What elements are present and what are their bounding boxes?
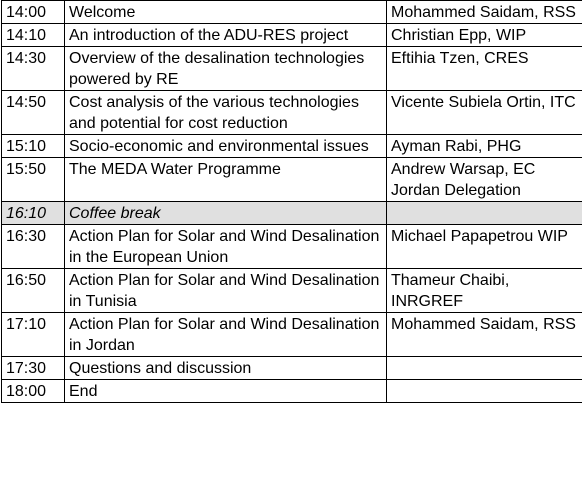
table-row — [2, 24, 582, 47]
agenda-table — [1, 0, 582, 403]
coffee-break-row — [2, 202, 582, 225]
time-cell: 14:10 — [2, 24, 65, 47]
speaker-cell: Christian Epp, WIP — [387, 24, 582, 47]
speaker-cell: Thameur Chaibi, INRGREF — [387, 269, 582, 313]
time-cell: 15:50 — [2, 158, 65, 202]
time-cell: 17:30 — [2, 357, 65, 380]
time-cell: 16:50 — [2, 269, 65, 313]
speaker-cell — [387, 357, 582, 380]
table-row — [2, 135, 582, 158]
time-cell: 16:30 — [2, 225, 65, 269]
session-title-cell: Action Plan for Solar and Wind Desalination in Tunisia — [65, 269, 387, 313]
session-title-cell: Socio-economic and environmental issues — [65, 135, 387, 158]
time-cell: 14:30 — [2, 47, 65, 91]
session-title-cell: Action Plan for Solar and Wind Desalination in Jordan — [65, 313, 387, 357]
session-title-cell: Cost analysis of the various technologies and potential for cost reduction — [65, 91, 387, 135]
speaker-cell — [387, 202, 582, 225]
session-title-cell: Welcome — [65, 1, 387, 24]
table-row — [2, 158, 582, 202]
time-cell: 16:10 — [2, 202, 65, 225]
session-title-cell: Coffee break — [65, 202, 387, 225]
table-row — [2, 91, 582, 135]
session-title-cell: End — [65, 380, 387, 403]
table-row — [2, 380, 582, 403]
speaker-cell: Vicente Subiela Ortin, ITC — [387, 91, 582, 135]
session-title-cell: Questions and discussion — [65, 357, 387, 380]
table-row — [2, 313, 582, 357]
speaker-cell: Mohammed Saidam, RSS — [387, 1, 582, 24]
time-cell: 18:00 — [2, 380, 65, 403]
time-cell: 15:10 — [2, 135, 65, 158]
speaker-cell: Andrew Warsap, EC Jordan Delegation — [387, 158, 582, 202]
time-cell: 14:00 — [2, 1, 65, 24]
session-title-cell: Action Plan for Solar and Wind Desalination in the European Union — [65, 225, 387, 269]
table-row — [2, 47, 582, 91]
session-title-cell: Overview of the desalination technologies powered by RE — [65, 47, 387, 91]
time-cell: 14:50 — [2, 91, 65, 135]
session-title-cell: An introduction of the ADU-RES project — [65, 24, 387, 47]
session-title-cell: The MEDA Water Programme — [65, 158, 387, 202]
table-row — [2, 225, 582, 269]
speaker-cell: Mohammed Saidam, RSS — [387, 313, 582, 357]
table-row — [2, 357, 582, 380]
speaker-cell: Ayman Rabi, PHG — [387, 135, 582, 158]
speaker-cell: Michael Papapetrou WIP — [387, 225, 582, 269]
time-cell: 17:10 — [2, 313, 65, 357]
table-row — [2, 1, 582, 24]
speaker-cell: Eftihia Tzen, CRES — [387, 47, 582, 91]
speaker-cell — [387, 380, 582, 403]
table-row — [2, 269, 582, 313]
